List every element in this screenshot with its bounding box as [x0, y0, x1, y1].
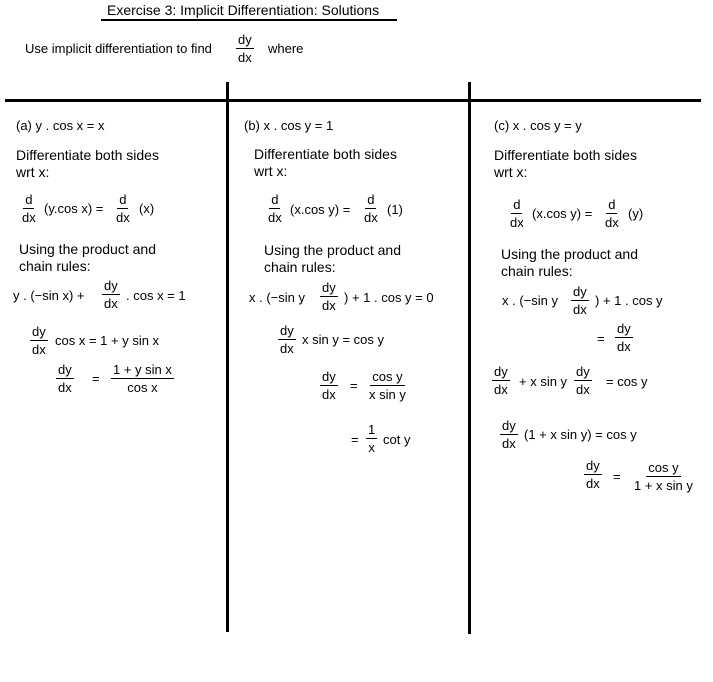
b-eq3-frac: [278, 324, 296, 355]
frac-num: 1 + y sin x: [113, 362, 172, 377]
fraction-numerator: dy: [238, 32, 252, 47]
frac-num: 1: [368, 422, 376, 437]
a-eq1-end: (x): [139, 201, 155, 216]
problem-c-diff-line1: Differentiate both sides: [494, 147, 637, 163]
problem-a-diff-line2: wrt x:: [16, 164, 50, 180]
instruction-text: Use implicit differentiation to find: [25, 41, 212, 56]
frac-den: x: [368, 440, 375, 455]
problem-b-diff-line2: wrt x:: [254, 163, 288, 179]
b-rule-line1: Using the product and: [264, 242, 401, 258]
column-divider-2: [468, 82, 471, 634]
c-eq1-frac1: [508, 198, 526, 229]
b-eq1-mid: (x.cos y) =: [290, 202, 351, 217]
problem-c-heading: (c) x . cos y = y: [494, 118, 582, 133]
frac-den: dx: [573, 302, 587, 317]
a-eq3-post: cos x = 1 + y sin x: [55, 333, 160, 348]
horizontal-divider: [5, 99, 701, 102]
c-eq3-mid: + x sin y: [519, 374, 568, 389]
a-eq1-mid: (y.cos x) =: [44, 201, 104, 216]
frac-den: dx: [617, 339, 631, 354]
frac-num: cos y: [648, 460, 679, 475]
instruction-where: where: [268, 41, 304, 56]
a-eq4-eq: =: [92, 371, 100, 386]
c-eq1-mid: (x.cos y) =: [532, 206, 593, 221]
c-eq1-frac2: [603, 198, 621, 229]
c-rule-line2: chain rules:: [501, 263, 573, 279]
frac-num: d: [25, 192, 33, 207]
frac-num: d: [367, 192, 375, 207]
c-rule-line1: Using the product and: [501, 246, 638, 262]
c-eq3-frac2: [574, 365, 592, 396]
a-eq4-frac: [56, 363, 74, 394]
frac-den: dx: [494, 382, 508, 397]
frac-num: d: [608, 197, 616, 212]
frac-den: dx: [510, 215, 524, 230]
frac-num: dy: [32, 324, 46, 339]
instruction-fraction: [236, 33, 254, 64]
frac-den: dx: [32, 342, 46, 357]
column-divider-1: [226, 82, 229, 632]
c-eq2b-frac: [615, 322, 633, 353]
b-eq4-eq: =: [350, 378, 358, 393]
frac-den: dx: [280, 341, 294, 356]
c-eq5-frac: [584, 459, 602, 490]
b-eq2-frac: [320, 281, 338, 312]
frac-num: dy: [322, 369, 336, 384]
frac-den: dx: [104, 296, 118, 311]
problem-b-heading: (b) x . cos y = 1: [244, 118, 334, 133]
frac-den: dx: [268, 210, 282, 225]
frac-den: dx: [605, 215, 619, 230]
frac-den: dx: [58, 380, 72, 395]
frac-den: dx: [322, 298, 336, 313]
b-eq5-eq: =: [351, 432, 359, 447]
a-eq2-frac: [102, 279, 120, 310]
b-eq2-post: ) + 1 . cos y = 0: [344, 290, 434, 305]
problem-b-diff-line1: Differentiate both sides: [254, 146, 397, 162]
b-eq4-result: [367, 370, 408, 401]
c-eq4-frac: [500, 419, 518, 450]
a-rule-line2: chain rules:: [19, 258, 91, 274]
b-eq4-frac: [320, 370, 338, 401]
c-eq3-frac1: [492, 365, 510, 396]
frac-den: x sin y: [369, 387, 406, 402]
a-rule-line1: Using the product and: [19, 241, 156, 257]
frac-num: d: [119, 192, 127, 207]
frac-num: dy: [573, 284, 587, 299]
c-eq3-post: = cos y: [606, 374, 648, 389]
b-eq1-frac2: [362, 193, 380, 224]
b-eq2-pre: x . (−sin y: [249, 290, 305, 305]
problem-a-heading: (a) y . cos x = x: [16, 118, 105, 133]
b-eq5-frac: [366, 423, 377, 454]
frac-num: dy: [586, 458, 600, 473]
b-eq5-post: cot y: [383, 432, 411, 447]
b-rule-line2: chain rules:: [264, 259, 336, 275]
b-eq3-post: x sin y = cos y: [302, 332, 384, 347]
frac-num: dy: [322, 280, 336, 295]
frac-num: dy: [502, 418, 516, 433]
c-eq5-result: [632, 461, 695, 492]
c-eq2-pre: x . (−sin y: [502, 293, 558, 308]
a-eq2-post: . cos x = 1: [126, 288, 186, 303]
frac-den: dx: [586, 476, 600, 491]
a-eq2-pre: y . (−sin x) +: [13, 288, 85, 303]
frac-num: d: [271, 192, 279, 207]
frac-den: dx: [116, 210, 130, 225]
frac-num: d: [513, 197, 521, 212]
frac-den: dx: [322, 387, 336, 402]
frac-den: dx: [364, 210, 378, 225]
a-eq1-frac1: [20, 193, 38, 224]
c-eq4-post: (1 + x sin y) = cos y: [524, 427, 637, 442]
a-eq4-result: [111, 363, 174, 394]
frac-num: dy: [576, 364, 590, 379]
c-eq5-eq: =: [613, 469, 621, 484]
page-title: Exercise 3: Implicit Differentiation: Solutions: [107, 2, 380, 18]
a-eq3-frac: [30, 325, 48, 356]
frac-num: dy: [617, 321, 631, 336]
problem-c-diff-line2: wrt x:: [494, 164, 528, 180]
frac-num: dy: [104, 278, 118, 293]
problem-a-diff-line1: Differentiate both sides: [16, 147, 159, 163]
frac-num: cos y: [372, 369, 403, 384]
title-underline: [101, 19, 397, 21]
a-eq1-frac2: [114, 193, 132, 224]
c-eq1-end: (y): [628, 206, 644, 221]
frac-den: cos x: [127, 380, 158, 395]
b-eq1-frac1: [266, 193, 284, 224]
frac-num: dy: [494, 364, 508, 379]
c-eq2b-eq: =: [597, 331, 605, 346]
frac-den: dx: [22, 210, 36, 225]
frac-num: dy: [58, 362, 72, 377]
fraction-denominator: dx: [238, 50, 252, 65]
frac-den: 1 + x sin y: [634, 478, 693, 493]
frac-den: dx: [576, 382, 590, 397]
b-eq1-end: (1): [387, 202, 403, 217]
frac-den: dx: [502, 436, 516, 451]
frac-num: dy: [280, 323, 294, 338]
c-eq2-post: ) + 1 . cos y: [595, 293, 663, 308]
c-eq2-frac: [571, 285, 589, 316]
